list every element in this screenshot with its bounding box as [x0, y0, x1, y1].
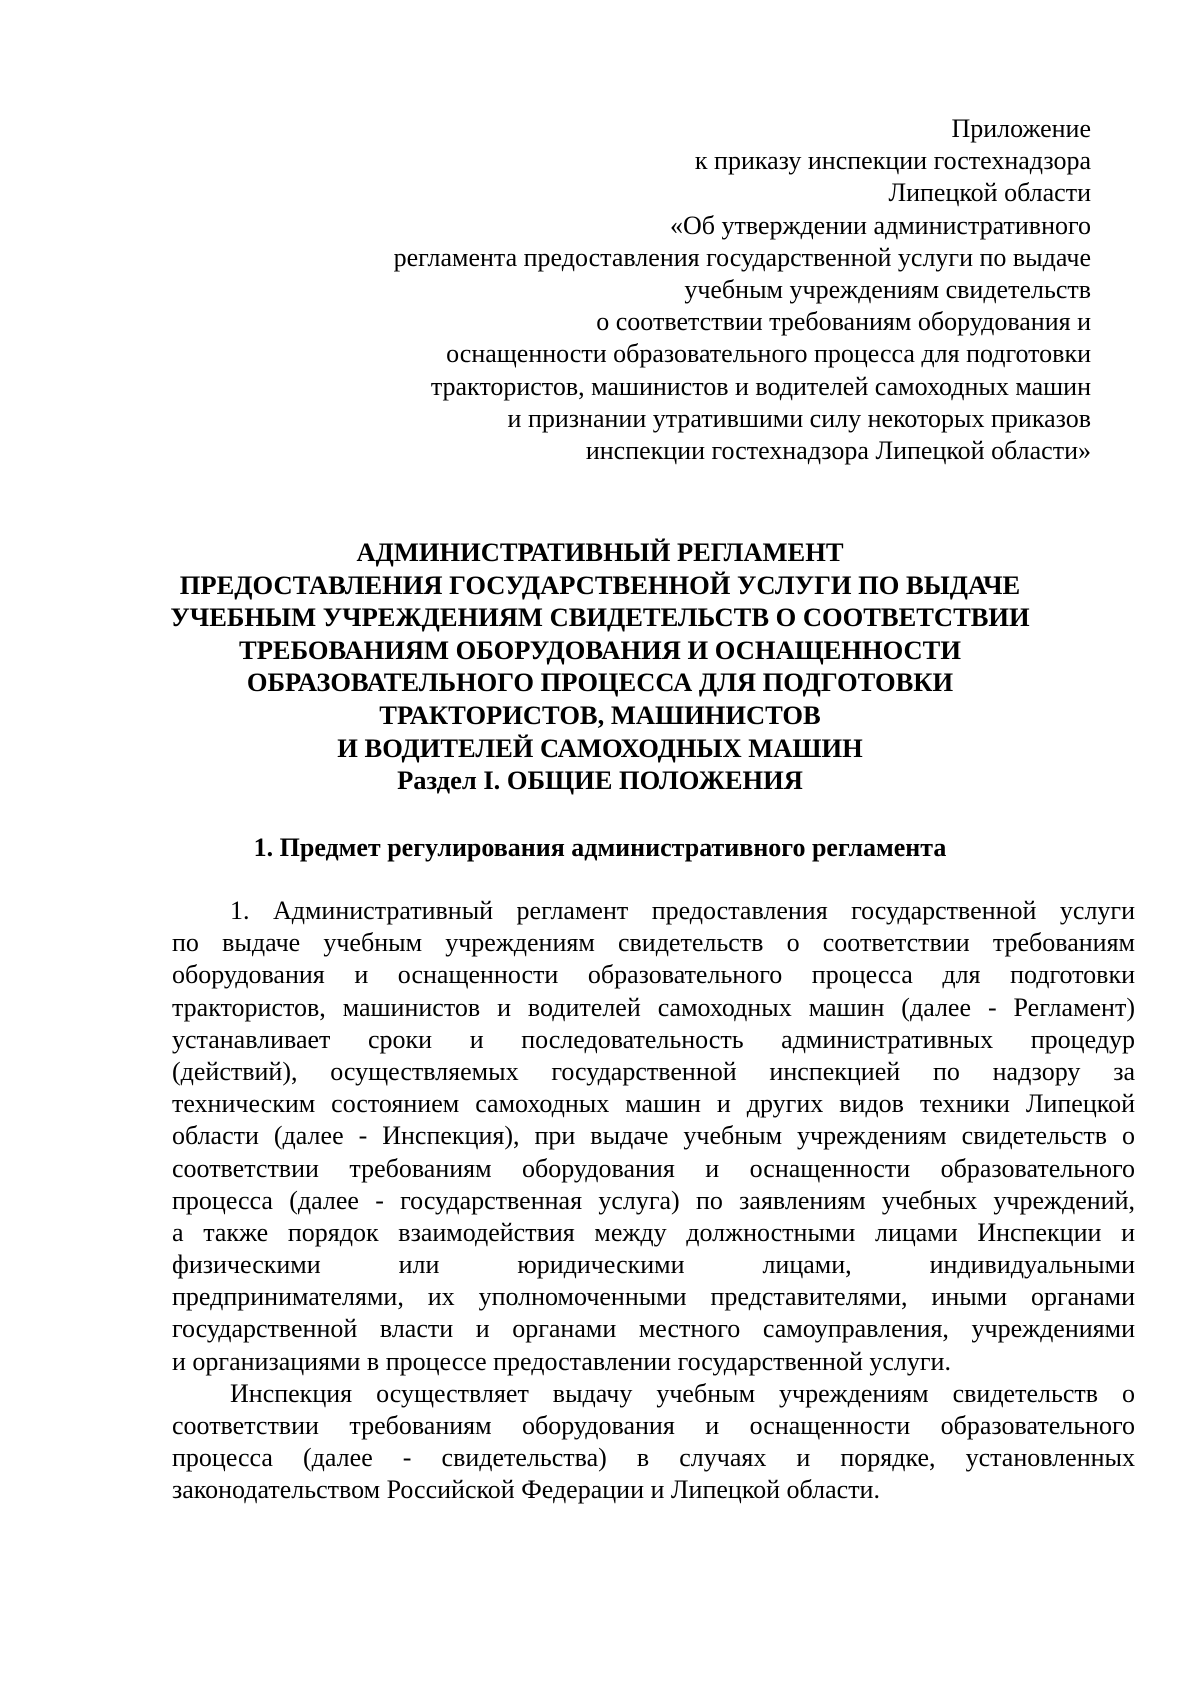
- text-line: и организациями в процессе предоставлении государственной услуги.: [172, 1346, 951, 1376]
- text-line: 1. Административный регламент предоставления государственной услуги: [230, 896, 1135, 925]
- text-line: соответствии требованиям оборудования и оснащенности образовательного: [172, 1153, 1135, 1183]
- body-text: [172, 895, 1135, 1507]
- title-line: И ВОДИТЕЛЕЙ САМОХОДНЫХ МАШИН: [337, 732, 863, 763]
- title-line: ТРАКТОРИСТОВ, МАШИНИСТОВ: [379, 699, 821, 730]
- appendix-line: «Об утверждении административного: [669, 210, 1091, 240]
- text-line: (действий), осуществляемых государственной инспекцией по надзору за: [172, 1056, 1135, 1086]
- appendix-line: инспекции гостехнадзора Липецкой области»: [585, 436, 1091, 466]
- appendix-line: регламента предоставления государственной услуги по выдаче: [393, 242, 1091, 272]
- text-line: оборудования и оснащенности образовательного процесса для подготовки: [172, 960, 1135, 990]
- text-line: техническим состоянием самоходных машин и других видов техники Липецкой: [172, 1089, 1135, 1119]
- text-line: законодательством Российской Федерации и Липецкой области.: [172, 1475, 880, 1505]
- text-line: области (далее - Инспекция), при выдаче учебным учреждениям свидетельств о: [172, 1121, 1135, 1151]
- text-line: процесса (далее - государственная услуга) по заявлениям учебных учреждений,: [172, 1185, 1135, 1215]
- paragraph-1: [172, 895, 1135, 1378]
- appendix-line: учебным учреждениям свидетельств: [684, 275, 1091, 305]
- text-line: трактористов, машинистов и водителей самоходных машин (далее - Регламент): [172, 992, 1135, 1022]
- section-title: Раздел I. ОБЩИЕ ПОЛОЖЕНИЯ: [397, 765, 803, 796]
- text-line: государственной власти и органами местного самоуправления, учреждениями: [172, 1314, 1135, 1344]
- document-title: [100, 536, 1100, 797]
- section-subheading: 1. Предмет регулирования административного регламента: [253, 833, 947, 862]
- appendix-line: Приложение: [951, 114, 1091, 143]
- appendix-line: к приказу инспекции гостехнадзора: [694, 146, 1091, 176]
- text-line: устанавливает сроки и последовательность административных процедур: [172, 1024, 1135, 1054]
- title-line: ОБРАЗОВАТЕЛЬНОГО ПРОЦЕССА ДЛЯ ПОДГОТОВКИ: [246, 667, 954, 698]
- title-line: ПРЕДОСТАВЛЕНИЯ ГОСУДАРСТВЕННОЙ УСЛУГИ ПО ВЫДАЧЕ: [179, 569, 1021, 600]
- text-line: а также порядок взаимодействия между должностными лицами Инспекции и: [172, 1217, 1135, 1247]
- appendix-note: [191, 113, 1091, 467]
- text-line: по выдаче учебным учреждениям свидетельств о соответствии требованиям: [172, 928, 1135, 958]
- appendix-line: трактористов, машинистов и водителей самоходных машин: [430, 371, 1091, 401]
- text-line: физическими или юридическими лицами, индивидуальными: [172, 1250, 1135, 1280]
- title-line: ТРЕБОВАНИЯМ ОБОРУДОВАНИЯ И ОСНАЩЕННОСТИ: [239, 634, 961, 665]
- text-line: Инспекция осуществляет выдачу учебным учреждениям свидетельств о: [230, 1378, 1135, 1408]
- appendix-line: и признании утратившими силу некоторых приказов: [507, 403, 1091, 433]
- appendix-line: Липецкой области: [888, 178, 1091, 208]
- appendix-line: о соответствии требованиям оборудования и: [596, 307, 1091, 337]
- appendix-line: оснащенности образовательного процесса для подготовки: [446, 339, 1091, 369]
- paragraph-2: [172, 1378, 1135, 1507]
- text-line: процесса (далее - свидетельства) в случаях и порядке, установленных: [172, 1443, 1135, 1473]
- text-line: предпринимателями, их уполномоченными представителями, иными органами: [172, 1282, 1135, 1312]
- text-line: соответствии требованиям оборудования и оснащенности образовательного: [172, 1411, 1135, 1440]
- title-line: АДМИНИСТРАТИВНЫЙ РЕГЛАМЕНТ: [356, 537, 844, 567]
- title-line: УЧЕБНЫМ УЧРЕЖДЕНИЯМ СВИДЕТЕЛЬСТВ О СООТВЕТСТВИИ: [170, 602, 1030, 633]
